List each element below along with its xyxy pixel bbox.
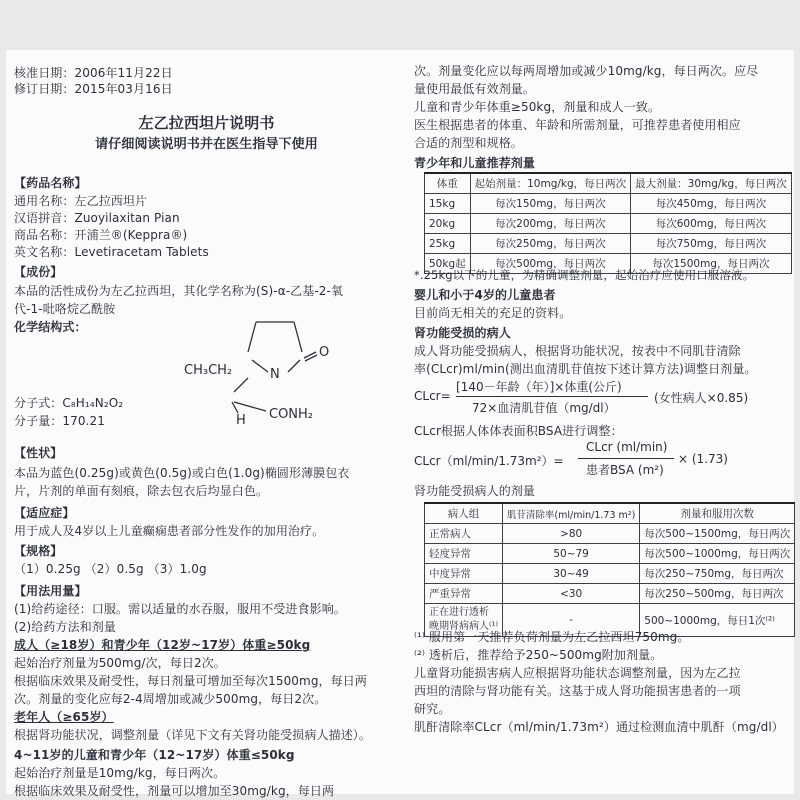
table-header-cell: 病人组 <box>425 503 503 524</box>
description-line-1: 本品为蓝色(0.25g)或黄色(0.5g)或白色(1.0g)椭圆形薄膜包衣 <box>14 466 350 480</box>
molecular-weight: 分子量：170.21 <box>14 414 105 428</box>
ethyl-group: CH₃CH₂ <box>184 363 233 378</box>
dosage-cont-5: 合适的剂型和规格。 <box>414 136 523 150</box>
formula-2-fraction-bar <box>578 458 674 459</box>
adult-line-3: 次。剂量的变化应每2-4周增加或减少500mg，每日2次。 <box>14 692 327 706</box>
table-header-row <box>425 173 792 194</box>
footnote-1: ⁽¹⁾ 服用第一天推荐负荷剂量为左乙拉西坦750mg。 <box>414 630 690 644</box>
table-cell: <30 <box>502 584 639 604</box>
table-cell: - <box>502 604 639 637</box>
section-indication-heading: 【适应症】 <box>14 506 75 520</box>
indication-line-1: 用于成人及4岁以上儿童癫痫患者部分性发作的加用治疗。 <box>14 524 325 538</box>
composition-line-2: 代-1-吡咯烷乙酰胺 <box>14 302 116 316</box>
dosage-cont-4: 医生根据患者的体重、年龄和所需剂量，可推荐患者使用相应 <box>414 118 741 132</box>
renal-child-line-3: 研究。 <box>414 702 451 716</box>
child-table-note: *.25kg以下的儿童，为精确调整剂量，起始治疗应使用口服溶液。 <box>414 268 755 282</box>
table-header-cell: 起始剂量：10mg/kg，每日两次 <box>470 173 631 194</box>
bsa-line: CLcr根据人体体表面积BSA进行调整： <box>414 424 623 438</box>
section-dosage-heading: 【用法用量】 <box>14 584 87 598</box>
composition-line-1: 本品的活性成份为左乙拉西坦，其化学名称为(S)-α-乙基-2-氧 <box>14 284 344 298</box>
table-cell: 每次500mg，每日两次 <box>470 254 631 274</box>
formula-1-lhs: CLcr= <box>414 389 451 403</box>
revise-date-line: 修订日期：2015年03月16日 <box>14 82 173 96</box>
approve-date-line: 核准日期：2006年11月22日 <box>14 66 173 80</box>
table-header-cell: 剂量和服用次数 <box>640 503 795 524</box>
table-cell: 中度异常 <box>425 564 503 584</box>
table-cell: 严重异常 <box>425 584 503 604</box>
table-cell: 每次450mg，每日两次 <box>631 194 792 214</box>
nitrogen-atom: N <box>270 367 280 382</box>
elder-heading: 老年人（≥65岁） <box>14 710 114 724</box>
pinyin-name: 汉语拼音：Zuoyilaxitan Pian <box>14 211 180 225</box>
table-cell: 20kg <box>425 214 471 234</box>
elder-line-1: 根据肾功能状况，调整剂量（详见下文有关肾功能受损病人描述）。 <box>14 728 372 742</box>
table-row <box>425 544 795 564</box>
table-cell: 每次250mg，每日两次 <box>470 234 631 254</box>
infant-line-1: 目前尚无相关的充足的资料。 <box>414 306 572 320</box>
child-table-heading: 青少年和儿童推荐剂量 <box>414 156 536 170</box>
section-name-heading: 【药品名称】 <box>14 176 87 190</box>
dosage-method: (2)给药方法和剂量 <box>14 620 116 634</box>
renal-heading: 肾功能受损的病人 <box>414 326 511 340</box>
table-cell: 每次200mg，每日两次 <box>470 214 631 234</box>
table-cell: 25kg <box>425 234 471 254</box>
hydrogen-atom: H <box>236 413 246 428</box>
renal-child-line-1: 儿童肾功能损害病人应根据肾功能状态调整剂量，因为左乙拉 <box>414 666 741 680</box>
formula-1-note: (女性病人×0.85) <box>654 391 749 405</box>
table-cell: 500~1000mg，每日1次⁽²⁾ <box>640 604 795 637</box>
amide-group: CONH₂ <box>269 407 314 422</box>
trade-name: 商品名称：开浦兰®(Keppra®) <box>14 228 188 242</box>
dosage-cont-3: 儿童和青少年体重≥50kg，剂量和成人一致。 <box>414 100 661 114</box>
document-subtitle: 请仔细阅读说明书并在医生指导下使用 <box>95 137 318 152</box>
child-line-2: 根据临床效果及耐受性，剂量可以增加至30mg/kg，每日两 <box>14 784 335 798</box>
table-cell: 50kg起 <box>425 254 471 274</box>
dosage-cont-2: 量使用最低有效剂量。 <box>414 82 536 96</box>
child-dose-table <box>424 172 792 274</box>
table-row <box>425 214 792 234</box>
table-row <box>425 584 795 604</box>
table-header-cell: 体重 <box>425 173 471 194</box>
table-cell: 每次150mg，每日两次 <box>470 194 631 214</box>
table-row <box>425 564 795 584</box>
renal-dose-table <box>424 502 795 637</box>
table-header-cell: 肌苷清除率(ml/min/1.73 m²) <box>502 503 639 524</box>
table-cell: 每次250~500mg，每日两次 <box>640 584 795 604</box>
footnote-2: ⁽²⁾ 透析后，推荐给予250~500mg附加剂量。 <box>414 648 663 662</box>
table-cell: 轻度异常 <box>425 544 503 564</box>
formula-2-rhs: × (1.73) <box>678 452 728 466</box>
section-composition-heading: 【成份】 <box>14 265 63 279</box>
structure-label: 化学结构式： <box>14 320 87 334</box>
oxygen-atom: O <box>319 345 330 360</box>
table-cell: 每次250~750mg，每日两次 <box>640 564 795 584</box>
creatinine-line: 肌酐清除率CLcr（ml/min/1.73m²）通过检测血清中肌酐（mg/dl） <box>414 720 784 734</box>
table-cell: >80 <box>502 524 639 544</box>
table-header-cell: 最大剂量：30mg/kg，每日两次 <box>631 173 792 194</box>
formula-1-fraction-bar <box>456 396 648 397</box>
dosage-route: (1)给药途径：口服。需以适量的水吞服，服用不受进食影响。 <box>14 602 346 616</box>
formula-1-numerator: [140－年龄（年）]×体重(公斤) <box>456 380 622 394</box>
renal-table-heading: 肾功能受损病人的剂量 <box>414 484 536 498</box>
dosage-cont-1: 次。剂量变化应以每两周增加或减少10mg/kg，每日两次。应尽 <box>414 64 759 78</box>
renal-line-1: 成人肾功能受损病人，根据肾功能状况，按表中不同肌苷清除 <box>414 344 741 358</box>
table-cell: 每次1500mg，每日两次 <box>631 254 792 274</box>
spec-line: （1）0.25g （2）0.5g （3）1.0g <box>14 562 207 576</box>
molecular-formula: 分子式：C₈H₁₄N₂O₂ <box>14 396 124 410</box>
infant-heading: 婴儿和小于4岁的儿童患者 <box>414 288 556 302</box>
table-cell: 15kg <box>425 194 471 214</box>
renal-line-2: 率(CLcr)ml/min(测出血清肌苷值按下述计算方法)调整日剂量。 <box>414 362 757 376</box>
formula-2-lhs: CLcr（ml/min/1.73m²）= <box>414 454 564 468</box>
formula-2-numerator: CLcr (ml/min) <box>586 440 668 454</box>
table-cell: 每次600mg，每日两次 <box>631 214 792 234</box>
formula-1-denominator: 72×血清肌苷值（mg/dl） <box>472 401 616 415</box>
table-cell: 正在进行透析 晚期肾病病人⁽¹⁾ <box>425 604 503 637</box>
adult-heading: 成人（≥18岁）和青少年（12岁~17岁）体重≥50kg <box>14 638 311 652</box>
table-row <box>425 234 792 254</box>
child-line-1: 起始治疗剂量是10mg/kg，每日两次。 <box>14 766 226 780</box>
table-header-row <box>425 503 795 524</box>
generic-name: 通用名称：左乙拉西坦片 <box>14 194 148 208</box>
formula-2-denominator: 患者BSA (m²) <box>586 463 664 477</box>
english-name: 英文名称：Levetiracetam Tablets <box>14 245 209 259</box>
child-heading: 4~11岁的儿童和青少年（12~17岁）体重≤50kg <box>14 748 295 762</box>
chemical-structure <box>164 318 394 428</box>
table-cell: 每次500~1000mg，每日两次 <box>640 544 795 564</box>
document-title: 左乙拉西坦片说明书 <box>138 114 275 132</box>
table-row <box>425 524 795 544</box>
adult-line-1: 起始治疗剂量为500mg/次，每日2次。 <box>14 656 226 670</box>
section-description-heading: 【性状】 <box>14 446 63 460</box>
table-row <box>425 194 792 214</box>
table-cell: 50~79 <box>502 544 639 564</box>
table-cell: 每次750mg，每日两次 <box>631 234 792 254</box>
adult-line-2: 根据临床效果及耐受性，每日剂量可增加至每次1500mg，每日两 <box>14 674 367 688</box>
leaflet-page <box>6 50 794 798</box>
section-spec-heading: 【规格】 <box>14 544 63 558</box>
table-cell: 30~49 <box>502 564 639 584</box>
renal-child-line-2: 西坦的清除与肾功能有关。这基于成人肾功能损害患者的一项 <box>414 684 741 698</box>
table-cell: 正常病人 <box>425 524 503 544</box>
table-cell: 每次500~1500mg，每日两次 <box>640 524 795 544</box>
description-line-2: 片，片剂的单面有刻痕，除去包衣后均显白色。 <box>14 484 269 498</box>
